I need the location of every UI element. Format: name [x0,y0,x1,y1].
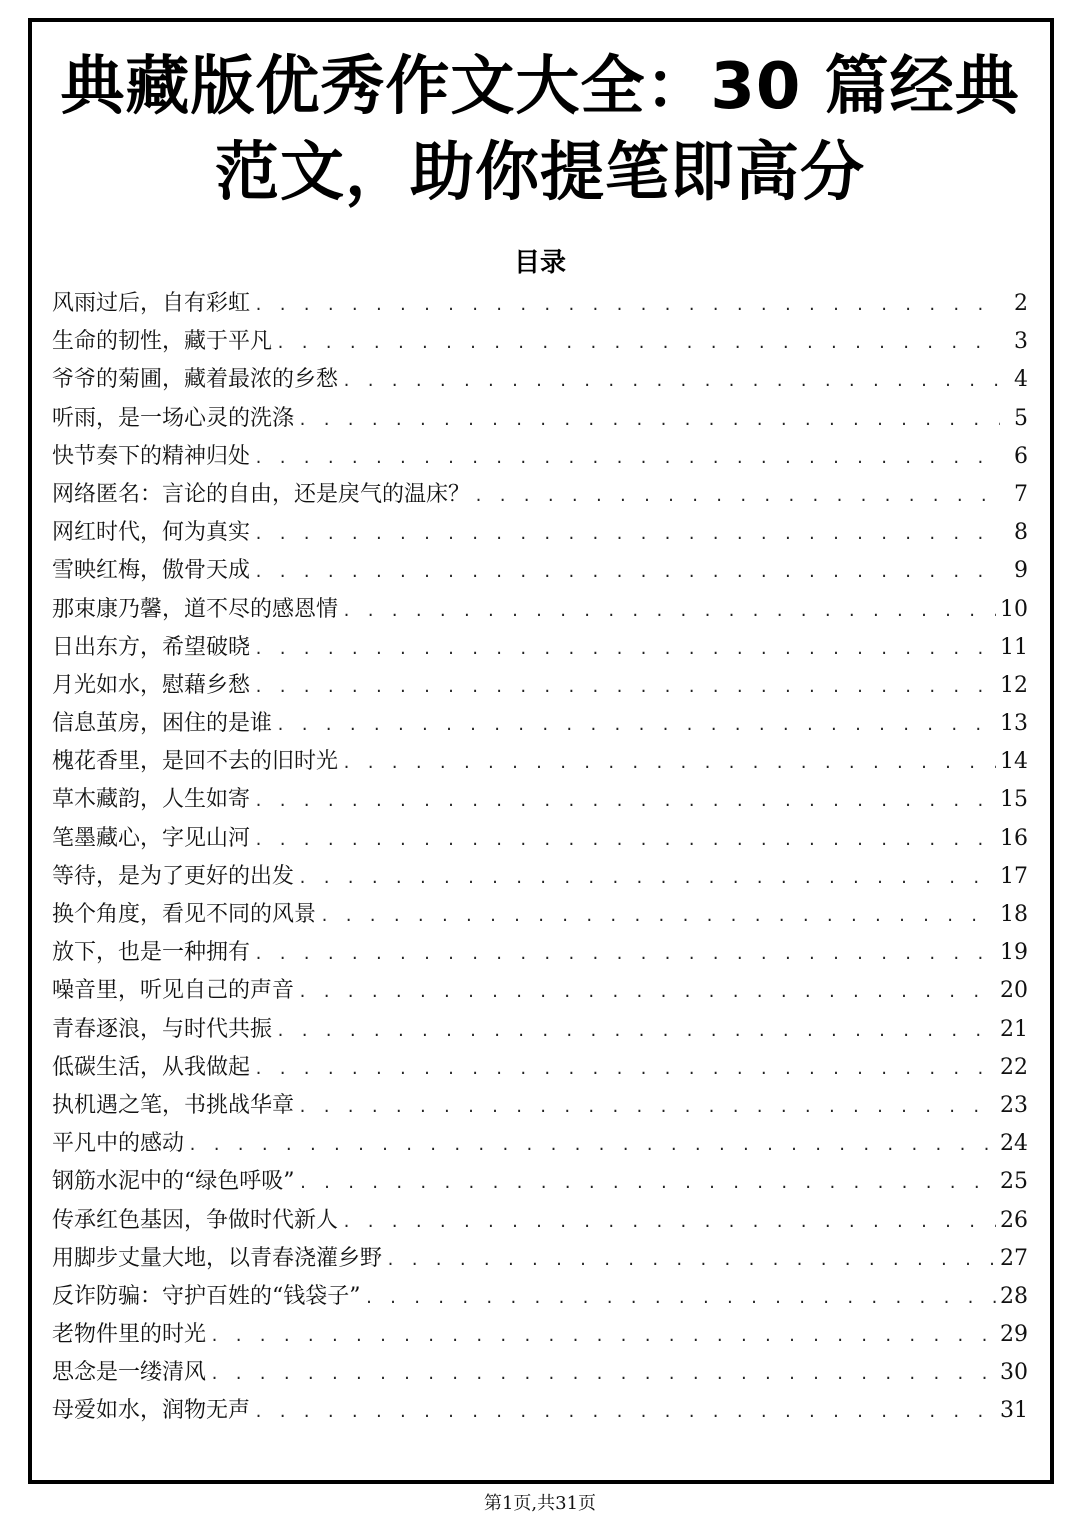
toc-entry[interactable] [52,514,1028,552]
toc-dot-leader [254,515,1000,553]
toc-entry-title[interactable]: 风雨过后，自有彩虹 [52,291,251,316]
toc-dot-leader [365,1279,997,1317]
toc-entry-title[interactable]: 母爱如水，润物无声 [52,1398,251,1424]
toc-dot-leader [276,1012,996,1050]
toc-dot-leader [254,286,1000,324]
toc-entry-page-number[interactable]: 12 [1000,672,1028,698]
toc-dot-leader [298,973,996,1011]
toc-entry-page-number[interactable]: 23 [1000,1092,1028,1118]
toc-entry[interactable] [52,705,1028,743]
toc-entry-page-number[interactable]: 6 [1014,443,1028,469]
toc-dot-leader [254,935,996,973]
toc-entry[interactable] [52,323,1028,361]
toc-entry[interactable] [52,1354,1028,1392]
toc-entry-title[interactable]: 钢筋水泥中的“绿色呼吸” [52,1169,295,1195]
table-of-contents [52,285,1028,1431]
toc-entry[interactable] [52,361,1028,399]
toc-entry-title[interactable]: 低碳生活，从我做起 [52,1054,251,1080]
toc-entry[interactable] [52,1087,1028,1125]
toc-entry[interactable] [52,858,1028,896]
toc-entry-title[interactable]: 雪映红梅，傲骨天成 [52,558,251,584]
toc-dot-leader [298,859,996,897]
toc-entry[interactable] [52,1011,1028,1049]
toc-entry-page-number[interactable]: 8 [1014,520,1028,546]
toc-dot-leader [276,324,1000,362]
toc-entry-page-number[interactable]: 7 [1014,481,1028,507]
toc-entry-page-number[interactable]: 21 [1000,1016,1028,1042]
toc-dot-leader [254,821,996,859]
toc-entry-page-number[interactable]: 25 [1000,1169,1028,1195]
toc-entry-page-number[interactable]: 15 [1000,787,1028,813]
toc-entry-title[interactable]: 网络匿名：言论的自由，还是戾气的温床？ [52,481,471,507]
toc-entry[interactable] [52,743,1028,781]
toc-entry-page-number[interactable]: 9 [1014,558,1028,584]
toc-entry-title[interactable]: 听雨，是一场心灵的洗涤 [52,405,295,431]
toc-entry-page-number[interactable]: 31 [1000,1398,1028,1424]
toc-entry[interactable] [52,1125,1028,1163]
toc-entry-title[interactable]: 爷爷的菊圃，藏着最浓的乡愁 [52,367,339,393]
toc-entry-page-number[interactable]: 17 [1000,863,1028,889]
toc-dot-leader [254,1393,996,1431]
toc-entry-page-number[interactable]: 26 [1000,1207,1028,1233]
toc-dot-leader [254,439,1000,477]
toc-dot-leader [298,1088,996,1126]
toc-entry[interactable] [52,1392,1028,1430]
toc-entry-title[interactable]: 信息茧房，困住的是谁 [52,711,273,737]
toc-entry[interactable] [52,1163,1028,1201]
toc-entry[interactable] [52,438,1028,476]
toc-heading: 目录 [513,248,566,278]
toc-entry-page-number[interactable]: 13 [1000,711,1028,737]
toc-entry-page-number[interactable]: 14 [1000,749,1028,775]
toc-dot-leader [210,1317,996,1355]
page-footer: 第1页,共31页 [483,1493,597,1514]
toc-dot-leader [386,1241,996,1279]
toc-dot-leader [342,362,1000,400]
toc-entry[interactable] [52,400,1028,438]
toc-entry-title[interactable]: 快节奏下的精神归处 [52,443,251,469]
toc-dot-leader [298,401,1000,439]
toc-entry-page-number[interactable]: 4 [1014,367,1028,393]
toc-dot-leader [254,630,996,668]
toc-entry[interactable] [52,476,1028,514]
toc-entry-page-number[interactable]: 10 [1000,596,1028,622]
toc-entry[interactable] [52,1240,1028,1278]
toc-dot-leader [254,1050,996,1088]
toc-entry-title[interactable]: 老物件里的时光 [52,1322,207,1348]
toc-entry-title[interactable]: 换个角度，看见不同的风景 [52,902,317,927]
toc-entry-page-number[interactable]: 18 [1000,902,1028,927]
toc-entry[interactable] [52,552,1028,590]
toc-dot-leader [299,1164,997,1202]
toc-entry-title[interactable]: 等待，是为了更好的出发 [52,863,295,889]
toc-entry-page-number[interactable]: 28 [1000,1283,1028,1309]
toc-entry-title[interactable]: 噪音里，听见自己的声音 [52,978,295,1004]
toc-entry[interactable] [52,1049,1028,1087]
toc-dot-leader [342,1203,996,1241]
toc-entry[interactable] [52,972,1028,1010]
toc-entry-title[interactable]: 思念是一缕清风 [52,1360,207,1386]
toc-entry-page-number[interactable]: 27 [1000,1245,1028,1271]
toc-entry[interactable] [52,896,1028,934]
toc-entry[interactable] [52,667,1028,705]
toc-entry-page-number[interactable]: 30 [1000,1360,1028,1386]
toc-entry-page-number[interactable]: 24 [1000,1131,1028,1157]
toc-entry-page-number[interactable]: 20 [1000,978,1028,1004]
toc-entry[interactable] [52,285,1028,323]
toc-entry[interactable] [52,1316,1028,1354]
toc-entry-title[interactable]: 日出东方，希望破晓 [52,634,251,660]
toc-entry-title[interactable]: 反诈防骗：守护百姓的“钱袋子” [52,1283,361,1309]
toc-dot-leader [254,553,1000,591]
toc-dot-leader [254,782,996,820]
toc-dot-leader [342,744,996,782]
toc-entry-title[interactable]: 执机遇之笔，书挑战华章 [52,1092,295,1118]
toc-entry-title[interactable]: 笔墨藏心，字见山河 [52,825,251,851]
toc-dot-leader [320,897,996,935]
toc-entry[interactable] [52,1202,1028,1240]
document-title: 典藏版优秀作文大全：30 篇经典范文，助你提笔即高分 [60,50,1020,210]
toc-entry-title[interactable]: 传承红色基因，争做时代新人 [52,1207,339,1233]
toc-entry-title[interactable]: 平凡中的感动 [52,1131,185,1157]
toc-entry-page-number[interactable]: 5 [1014,405,1028,431]
toc-entry[interactable] [52,820,1028,858]
toc-entry-page-number[interactable]: 19 [1000,940,1028,966]
toc-entry-title[interactable]: 青春逐浪，与时代共振 [52,1016,273,1042]
toc-entry-page-number[interactable]: 16 [1000,825,1028,851]
toc-entry[interactable] [52,629,1028,667]
toc-entry[interactable] [52,591,1028,629]
toc-entry-page-number[interactable]: 29 [1000,1322,1028,1348]
toc-entry-page-number[interactable]: 3 [1014,329,1028,355]
toc-entry-title[interactable]: 草木藏韵，人生如寄 [52,787,251,813]
toc-entry-title[interactable]: 用脚步丈量大地，以青春浇灌乡野 [52,1245,383,1271]
toc-entry[interactable] [52,934,1028,972]
toc-entry[interactable] [52,1278,1028,1316]
toc-dot-leader [210,1355,996,1393]
toc-dot-leader [342,592,996,630]
toc-dot-leader [188,1126,996,1164]
toc-entry-title[interactable]: 生命的韧性，藏于平凡 [52,329,273,355]
toc-entry[interactable] [52,781,1028,819]
toc-entry-page-number[interactable]: 22 [1000,1054,1028,1080]
toc-dot-leader [474,477,1000,515]
toc-entry-page-number[interactable]: 11 [1000,634,1028,660]
toc-entry-title[interactable]: 槐花香里，是回不去的旧时光 [52,749,339,775]
toc-entry-title[interactable]: 放下，也是一种拥有 [52,940,251,966]
toc-entry-page-number[interactable]: 2 [1014,291,1028,316]
toc-entry-title[interactable]: 月光如水，慰藉乡愁 [52,672,251,698]
toc-entry-title[interactable]: 那束康乃馨，道不尽的感恩情 [52,596,339,622]
toc-dot-leader [276,706,996,744]
toc-dot-leader [254,668,996,706]
toc-entry-title[interactable]: 网红时代，何为真实 [52,520,251,546]
